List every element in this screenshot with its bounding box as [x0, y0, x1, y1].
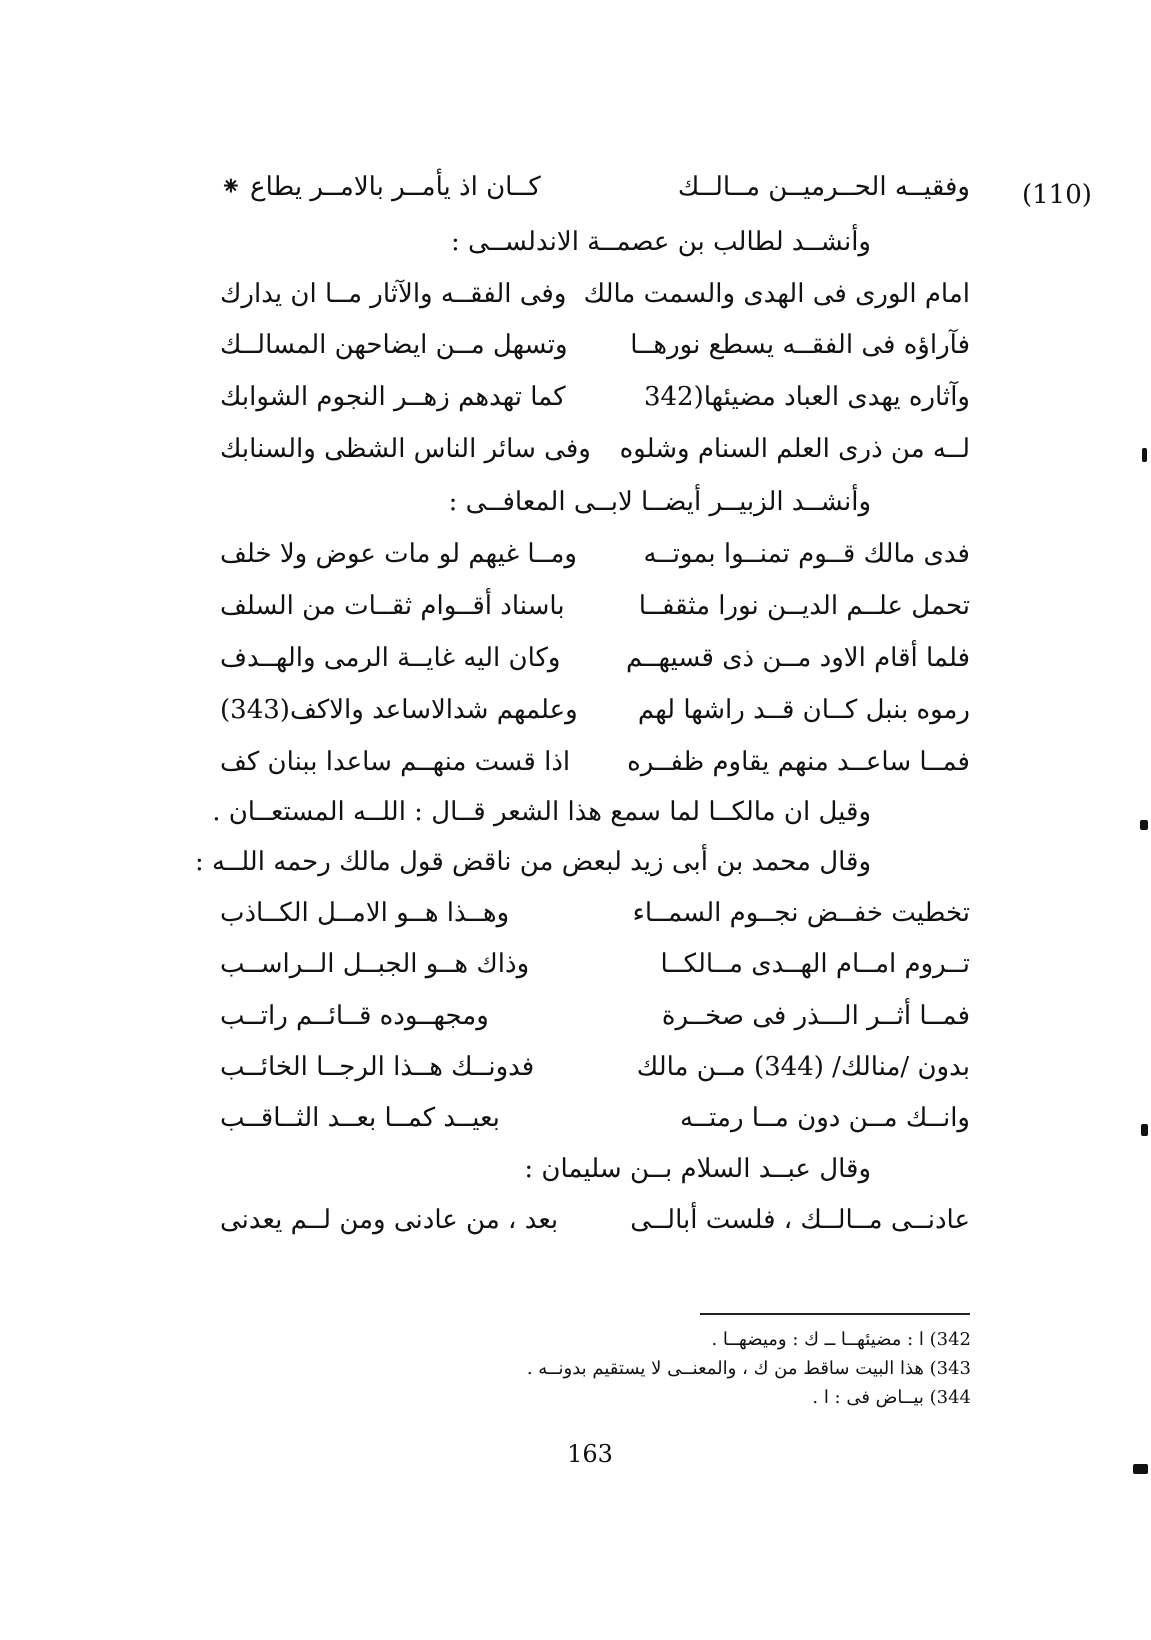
verse-first-hemistich: وانــك مــن دون مــا رمتــه: [680, 1103, 970, 1133]
poem-introduction: وقال عبــد السلام بــن سليمان :: [524, 1154, 871, 1184]
verse-first-hemistich: عادنــى مــالــك ، فلست أبالــى: [630, 1205, 970, 1235]
verse-second-hemistich: وكان اليه غايــة الرمى والهــدف: [220, 643, 561, 673]
verse-first-hemistich: تــروم امــام الهــدى مــالكــا: [660, 949, 970, 979]
footnote-separator: [700, 1313, 970, 1315]
verse-first-hemistich: تخطيت خفــض نجــوم السمــاء: [632, 898, 970, 928]
verse-line: [200, 325, 970, 365]
verse-line: [200, 690, 970, 730]
verse-first-hemistich: لــه من ذرى العلم السنام وشلوه: [619, 434, 970, 464]
verse-second-hemistich: وفى سائر الناس الشظى والسنابك: [220, 434, 591, 464]
verse-line: [200, 893, 970, 933]
verse-second-hemistich: كما تهدهم زهــر النجوم الشوابك: [220, 382, 566, 412]
verse-line: [200, 429, 970, 469]
footnote: 342) ا : مضيئهــا ــ ك : وميضهــا .: [711, 1329, 971, 1350]
poem-introduction: وأنشــد لطالب بن عصمــة الاندلســى :: [450, 227, 871, 257]
verse-first-hemistich: وفقيــه الحــرميــن مــالــك: [677, 172, 970, 202]
verse-second-hemistich: باسناد أقــوام ثقــات من السلف: [220, 591, 565, 621]
page-marker: (110): [1022, 180, 1092, 210]
verse-second-hemistich: وعلمهم شدالاساعد والاكف(343): [220, 695, 578, 725]
scan-artifact: [1133, 1464, 1148, 1474]
verse-first-hemistich: فلما أقام الاود مــن ذى قسيهــم: [625, 643, 970, 673]
verse-line: [200, 586, 970, 626]
verse-second-hemistich: كــان اذ يأمــر بالامــر يطاع ⁕: [220, 172, 541, 202]
verse-first-hemistich: وآثاره يهدى العباد مضيئها(342: [643, 382, 970, 412]
verse-second-hemistich: وتسهل مــن ايضاحهن المسالــك: [220, 330, 568, 360]
prose-paragraph: وقيل ان مالكــا لما سمع هذا الشعر قــال : اللــه المستعــان .: [212, 797, 871, 827]
verse-line: [200, 377, 970, 417]
verse-line: [200, 1047, 970, 1087]
footnote: 344) بيــاض فى : ا .: [812, 1387, 971, 1408]
verse-second-hemistich: ومجهــوده قــائــم راتــب: [220, 1001, 489, 1031]
verse-second-hemistich: وذاك هــو الجبــل الــراســب: [220, 949, 530, 979]
verse-second-hemistich: وفى الفقــه والآثار مــا ان يدارك: [220, 279, 567, 309]
scan-artifact: [1142, 448, 1147, 462]
verse-line: [200, 1098, 970, 1138]
scan-artifact: [1141, 1124, 1148, 1136]
verse-line: [200, 742, 970, 782]
verse-line: [200, 944, 970, 984]
verse-first-hemistich: امام الورى فى الهدى والسمت مالك: [583, 279, 970, 309]
verse-first-hemistich: فدى مالك قــوم تمنــوا بموتــه: [643, 539, 970, 569]
verse-first-hemistich: بدون /منالك/ (344) مــن مالك: [636, 1052, 970, 1082]
verse-second-hemistich: ومــا غيهم لو مات عوض ولا خلف: [220, 539, 577, 569]
verse-line: [200, 1200, 970, 1240]
verse-first-hemistich: رموه بنبل كــان قــد راشها لهم: [637, 695, 970, 725]
verse-first-hemistich: فمــا أثــر الـــذر فى صخــرة: [661, 1001, 970, 1031]
verse-line: [200, 534, 970, 574]
verse-line: [200, 167, 970, 207]
verse-second-hemistich: فدونــك هــذا الرجــا الخائــب: [220, 1052, 535, 1082]
verse-second-hemistich: بعد ، من عادنى ومن لــم يعدنى: [220, 1205, 559, 1235]
footnote: 343) هذا البيت ساقط من ك ، والمعنــى لا يستقيم بدونــه .: [526, 1358, 971, 1379]
verse-first-hemistich: فآراؤه فى الفقــه يسطع نورهــا: [630, 330, 970, 360]
scan-artifact: [1140, 820, 1148, 830]
verse-first-hemistich: تحمل علــم الديــن نورا مثقفــا: [638, 591, 970, 621]
prose-paragraph: وقال محمد بن أبى زيد لبعض من ناقض قول مالك رحمه اللــه :: [195, 847, 871, 877]
verse-line: [200, 274, 970, 314]
verse-second-hemistich: اذا قست منهــم ساعدا ببنان كف: [220, 747, 571, 777]
poem-introduction: وأنشــد الزبيــر أيضــا لابــى المعافــى :: [448, 487, 871, 517]
verse-first-hemistich: فمــا ساعــد منهم يقاوم ظفــره: [627, 747, 970, 777]
page-number: 163: [567, 1440, 613, 1468]
verse-line: [200, 996, 970, 1036]
verse-second-hemistich: وهــذا هــو الامــل الكــاذب: [220, 898, 510, 928]
verse-second-hemistich: بعيــد كمــا بعــد الثــاقــب: [220, 1103, 500, 1133]
verse-line: [200, 638, 970, 678]
